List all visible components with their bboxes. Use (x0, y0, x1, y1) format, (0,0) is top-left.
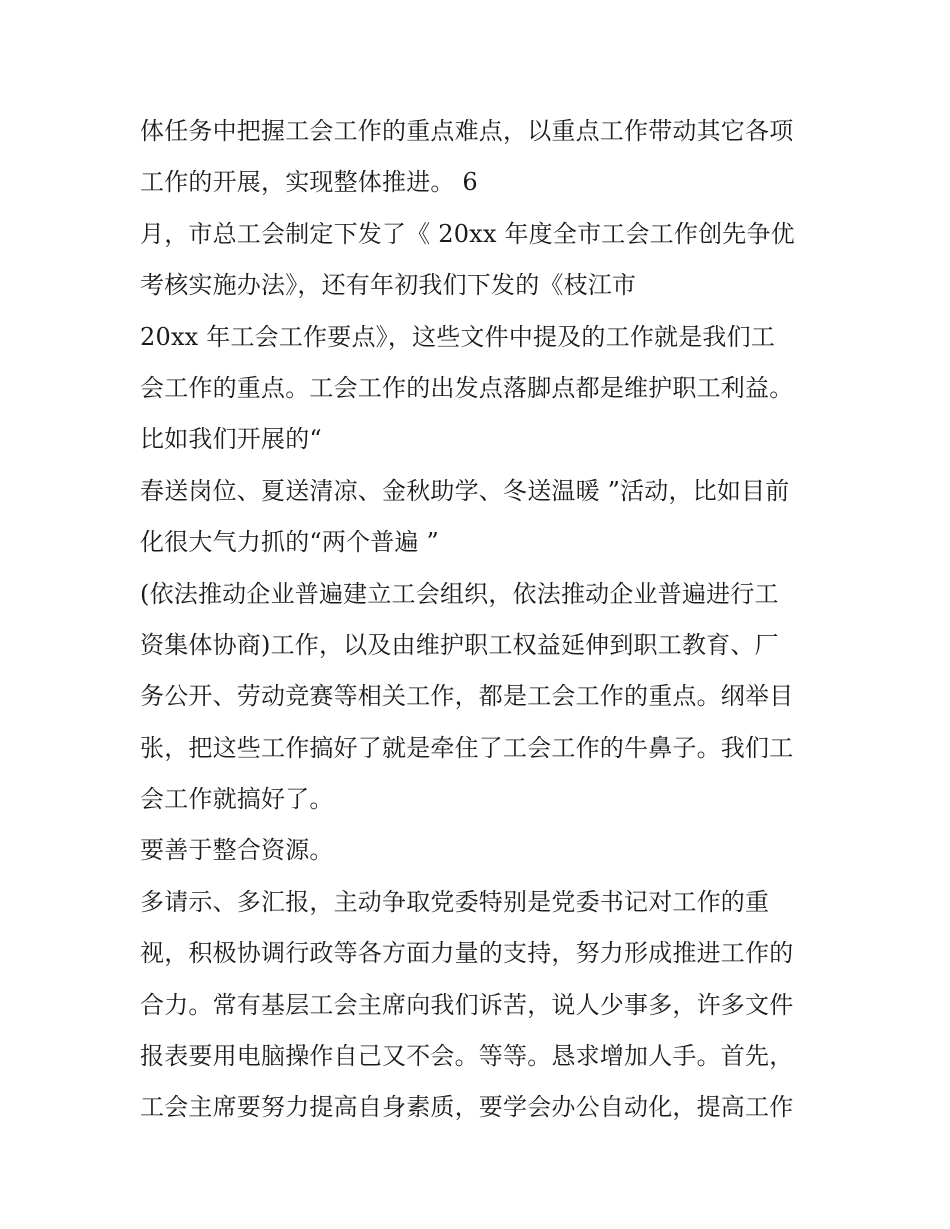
text-line: 比如我们开展的“ (140, 425, 322, 454)
text-line: 会工作就搞好了。 (140, 785, 334, 814)
text-line: 春送岗位、夏送清凉、金秋助学、冬送温暖 ”活动，比如目前 (140, 476, 790, 505)
text-line: 工会主席要努力提高自身素质，要学会办公自动化，提高工作 (140, 1093, 794, 1122)
text-line: 化很大气力抓的“两个普遍 ” (140, 528, 439, 557)
text-line: 工作的开展，实现整体推进。 6 (140, 168, 478, 197)
text-line: (依法推动企业普遍建立工会组织，依法推动企业普遍进行工 (140, 579, 779, 608)
text-line: 合力。常有基层工会主席向我们诉苦，说人少事多，许多文件 (140, 990, 794, 1019)
text-line: 月，市总工会制定下发了《 20xx 年度全市工会工作创先争优 (140, 219, 795, 248)
text-line: 考核实施办法》，还有年初我们下发的《枝江市 (140, 271, 637, 300)
text-line: 20xx 年工会工作要点》，这些文件中提及的工作就是我们工 (140, 322, 776, 351)
text-line: 务公开、劳动竞赛等相关工作，都是工会工作的重点。纲举目 (140, 682, 794, 711)
body-text (140, 106, 830, 1134)
text-line: 视，积极协调行政等各方面力量的支持，努力形成推进工作的 (140, 939, 794, 968)
text-line: 资集体协商)工作，以及由维护职工权益延伸到职工教育、厂 (140, 630, 779, 659)
text-line: 报表要用电脑操作自己又不会。等等。恳求增加人手。首先， (140, 1042, 794, 1071)
text-line: 张，把这些工作搞好了就是牵住了工会工作的牛鼻子。我们工 (140, 733, 794, 762)
text-line: 要善于整合资源。 (140, 836, 334, 865)
text-line: 体任务中把握工会工作的重点难点，以重点工作带动其它各项 (140, 117, 794, 145)
text-line: 会工作的重点。工会工作的出发点落脚点都是维护职工利益。 (140, 373, 794, 402)
text-line: 多请示、多汇报，主动争取党委特别是党委书记对工作的重 (140, 887, 770, 916)
